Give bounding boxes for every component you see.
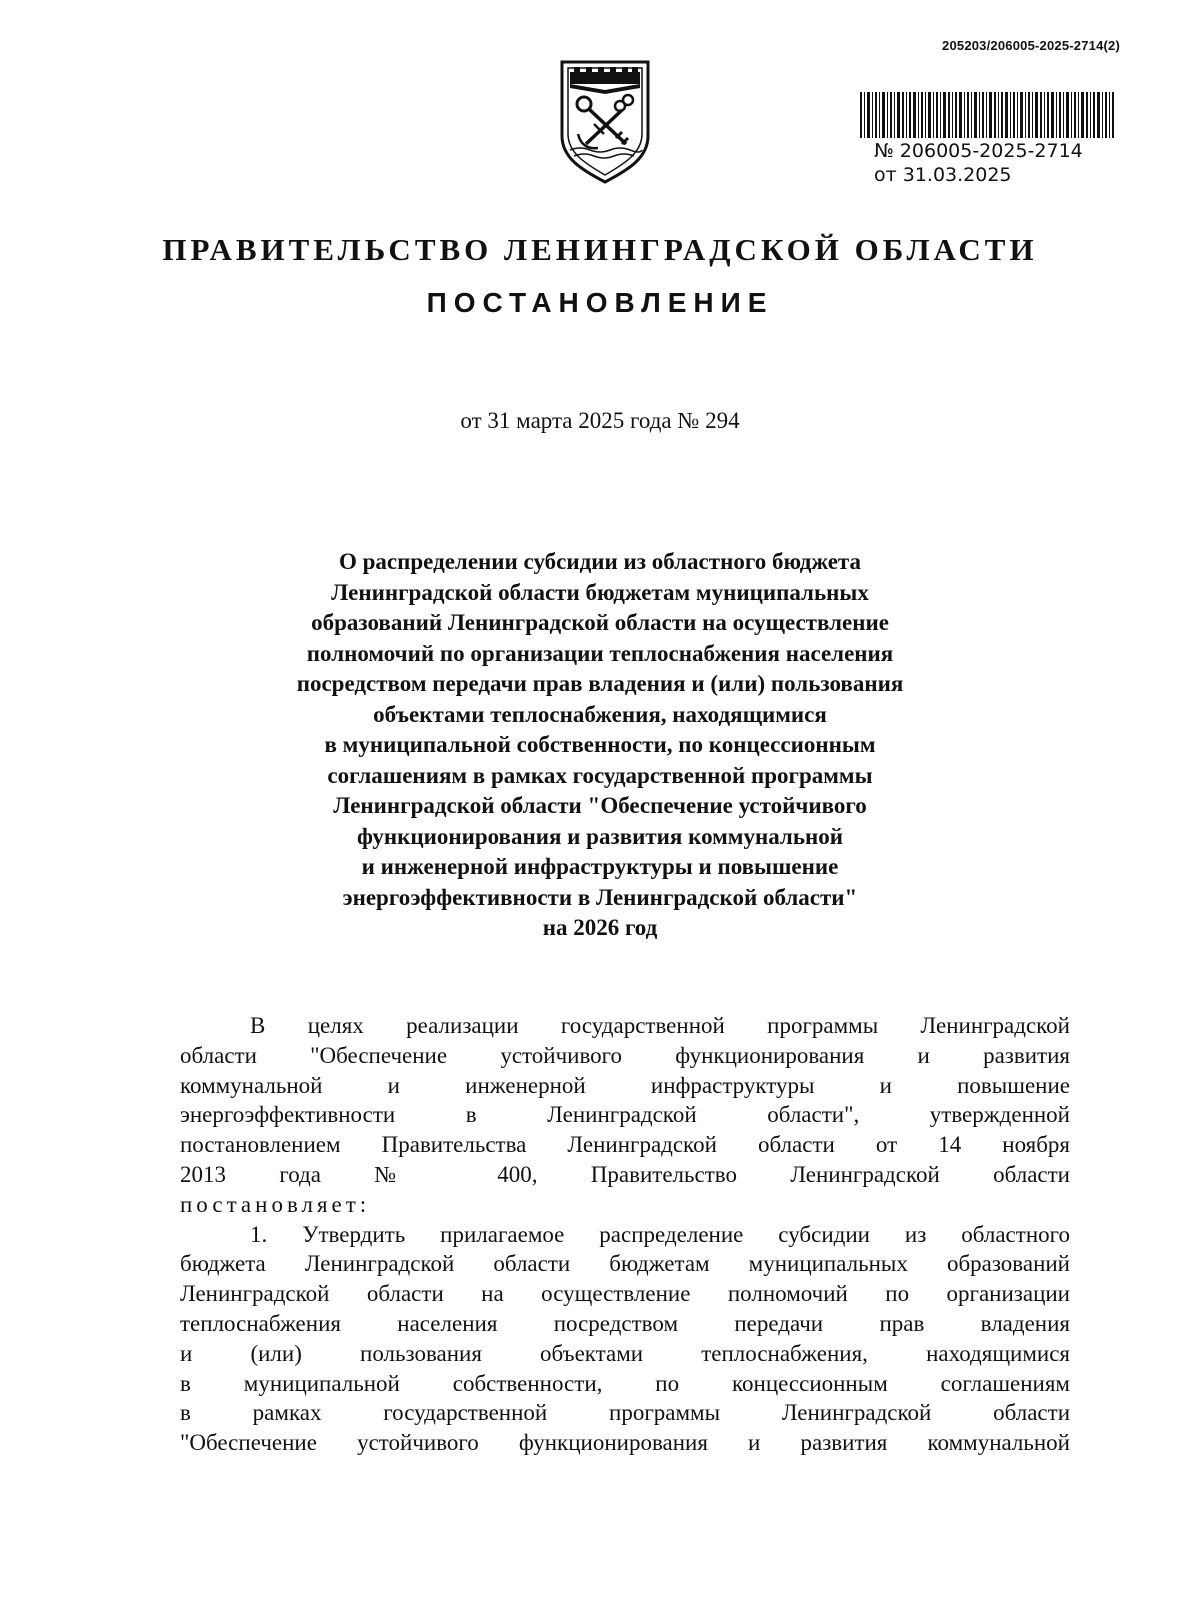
government-title: ПРАВИТЕЛЬСТВО ЛЕНИНГРАДСКОЙ ОБЛАСТИ xyxy=(162,232,1038,267)
subject-line: объектами теплоснабжения, находящимися xyxy=(373,701,827,727)
barcode-icon xyxy=(860,92,1114,138)
subject-line: функционирования и развития коммунальной xyxy=(356,823,843,849)
subject-line: посредством передачи прав владения и (или) пользования xyxy=(296,671,904,696)
decree-body xyxy=(180,1011,1070,1458)
preamble-line: энергоэффективности в Ленинградской области", утвержденной xyxy=(180,1102,1070,1128)
decree-subject xyxy=(200,547,1000,944)
preamble-line: области "Обеспечение устойчивого функционирования и развития xyxy=(180,1042,1070,1068)
preamble-line: 2013 года № 400, Правительство Ленинградской области xyxy=(180,1161,1070,1187)
subject-line: и инженерной инфраструктуры и повышение xyxy=(361,854,839,879)
subject-line: соглашениям в рамках государственной программы xyxy=(327,762,873,788)
item-1-line: "Обеспечение устойчивого функционирования и развития коммунальной xyxy=(180,1430,1070,1456)
subject-line: Ленинградской области "Обеспечение устойчивого xyxy=(333,793,867,818)
preamble-line: коммунальной и инженерной инфраструктуры и повышение xyxy=(180,1072,1070,1098)
subject-line: на 2026 год xyxy=(542,915,658,940)
item-1-line: и (или) пользования объектами теплоснабжения, находящимися xyxy=(180,1340,1070,1366)
item-1-line: 1. Утвердить прилагаемое распределение субсидии из областного xyxy=(250,1221,1070,1247)
subject-line: энергоэффективности в Ленинградской области" xyxy=(342,884,858,910)
subject-line: О распределении субсидии из областного бюджета xyxy=(338,549,861,574)
subject-line: в муниципальной собственности, по концессионным xyxy=(324,732,876,757)
subject-line: образований Ленинградской области на осуществление xyxy=(311,610,889,635)
registration-number: № 206005-2025-2714 xyxy=(874,140,1083,162)
resolves-word: постановляет: xyxy=(180,1191,371,1217)
item-1-line: в муниципальной собственности, по концессионным соглашениям xyxy=(180,1370,1070,1396)
item-1-line: в рамках государственной программы Ленинградской области xyxy=(180,1400,1070,1426)
preamble-line: постановлением Правительства Ленинградской области от 14 ноября xyxy=(180,1132,1070,1158)
registration-date: от 31.03.2025 xyxy=(874,164,1012,186)
preamble-line: В целях реализации государственной программы Ленинградской xyxy=(250,1013,1070,1038)
item-1-line: бюджета Ленинградской области бюджетам муниципальных образований xyxy=(180,1251,1070,1277)
item-1-line: теплоснабжения населения посредством передачи прав владения xyxy=(180,1310,1070,1336)
document-code: 205203/206005-2025-2714(2) xyxy=(942,38,1120,53)
decree-title: ПОСТАНОВЛЕНИЕ xyxy=(426,287,774,318)
subject-line: полномочий по организации теплоснабжения населения xyxy=(306,640,894,666)
decree-date: от 31 марта 2025 года № 294 xyxy=(460,408,740,433)
leningrad-oblast-coat-of-arms-icon xyxy=(558,58,652,184)
subject-line: Ленинградской области бюджетам муниципальных xyxy=(331,579,869,605)
item-1-line: Ленинградской области на осуществление полномочий по организации xyxy=(180,1281,1070,1307)
